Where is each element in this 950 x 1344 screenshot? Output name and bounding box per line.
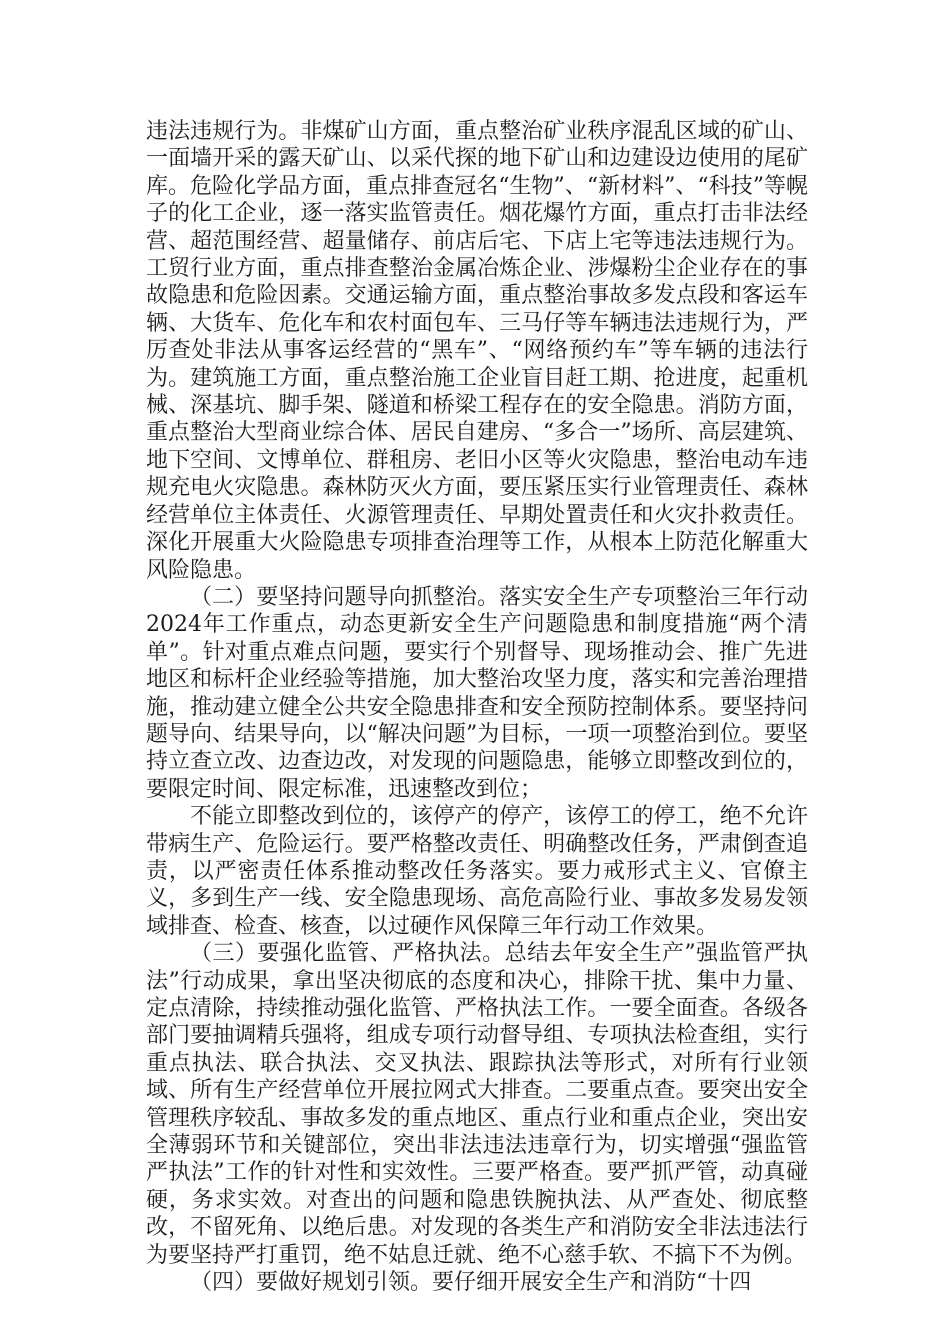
paragraph-continuation: 违法违规行为。非煤矿山方面，重点整治矿业秩序混乱区域的矿山、一面墙开采的露天矿山、以采代探的地下矿山和边建设边使用的尾矿库。危险化学品方面，重点排查冠名“生物”、“新材料”、“科技”等幌子的化工企业，逐一落实监管责任。烟花爆竹方面，重点打击非法经营、超范围经营、超量储存、前店后宅、下店上宅等违法违规行为。工贸行业方面，重点排查整治金属冶炼企业、涉爆粉尘企业存在的事故隐患和危险因素。交通运输方面，重点整治事故多发点段和客运车辆、大货车、危化车和农村面包车、三马仔等车辆违法违规行为，严厉查处非法从事客运经营的“黑车”、“网络预约车”等车辆的违法行为。建筑施工方面，重点整治施工企业盲目赶工期、抢进度，起重机械、深基坑、脚手架、隧道和桥梁工程存在的安全隐患。消防方面，重点整治大型商业综合体、居民自建房、“多合一”场所、高层建筑、地下空间、文博单位、群租房、老旧小区等火灾隐患，整治电动车违规充电火灾隐患。森林防灭火方面，要压紧压实行业管理责任、森林经营单位主体责任、火源管理责任、早期处置责任和火灾扑救责任。深化开展重大火险隐患专项排查治理等工作，从根本上防范化解重大风险隐患。 [146,119,808,583]
paragraph-planning: （四）要做好规划引领。要仔细开展安全生产和消防“十四 [190,1270,752,1296]
document-body [146,118,808,1296]
paragraph-problem-oriented: （二）要坚持问题导向抓整治。落实安全生产专项整治三年行动2024年工作重点，动态更新安全生产问题隐患和制度措施“两个清单”。针对重点难点问题，要实行个别督导、现场推动会、推广先进地区和标杆企业经验等措施，加大整治攻坚力度，落实和完善治理措施，推动建立健全公共安全隐患排查和安全预防控制体系。要坚持问题导向、结果导向，以“解决问题”为目标，一项一项整治到位。要坚持立查立改、边查边改，对发现的问题隐患，能够立即整改到位的，要限定时间、限定标准，迅速整改到位； [146,584,808,802]
paragraph-supervision: （三）要强化监管、严格执法。总结去年安全生产”强监管严执法”行动成果，拿出坚决彻底的态度和决心，排除干扰、集中力量、定点清除，持续推动强化监管、严格执法工作。一要全面查。各级各部门要抽调精兵强将，组成专项行动督导组、专项执法检查组，实行重点执法、联合执法、交叉执法、跟踪执法等形式，对所有行业领域、所有生产经营单位开展拉网式大排查。二要重点查。要突出安全管理秩序较乱、事故多发的重点地区、重点行业和重点企业，突出安全薄弱环节和关键部位，突出非法违法违章行为，切实增强“强监管严执法”工作的针对性和实效性。三要严格查。要严抓严管，动真碰硬，务求实效。对查出的问题和隐患铁腕执法、从严查处、彻底整改，不留死角、以绝后患。对发现的各类生产和消防安全非法违法行为要坚持严打重罚，绝不姑息迁就、绝不心慈手软、不搞下不为例。 [146,941,808,1268]
paragraph-rectification: 不能立即整改到位的，该停产的停产，该停工的停工，绝不允许带病生产、危险运行。要严格整改责任、明确整改任务，严肃倒查追责，以严密责任体系推动整改任务落实。要力戒形式主义、官僚主义，多到生产一线、安全隐患现场、高危高险行业、事故多发易发领域排查、检查、核查，以过硬作风保障三年行动工作效果。 [146,804,808,939]
